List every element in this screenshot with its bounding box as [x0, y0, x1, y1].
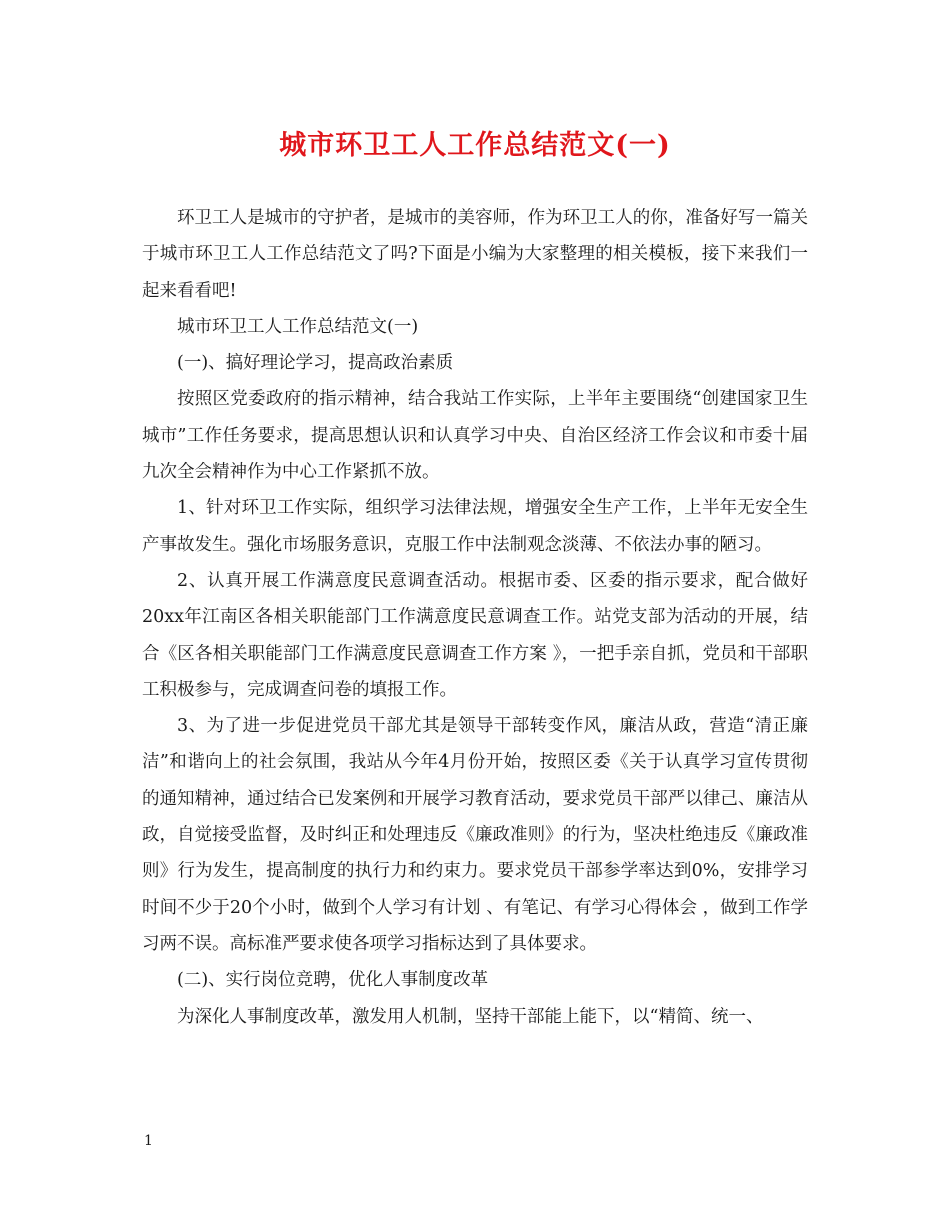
subsection-heading: (一)、搞好理论学习，提高政治素质 [177, 353, 454, 374]
body-paragraph: 按照区党委政府的指示精神，结合我站工作实际，上半年主要围绕“创建国家卫生城市”工作任务要求，提高思想认识和认真学习中央、自治区经济工作会议和市委十届九次全会精神作为中心工作紧抓不放。 [142, 389, 808, 483]
intro-paragraph: 环卫工人是城市的守护者，是城市的美容师，作为环卫工人的你，准备好写一篇关于城市环卫工人工作总结范文了吗?下面是小编为大家整理的相关模板，接下来我们一起来看看吧! [142, 208, 808, 301]
document-body [142, 200, 808, 1035]
body-paragraph: 为深化人事制度改革，激发用人机制，坚持干部能上能下，以“精简、统一、 [177, 1006, 764, 1027]
subsection-heading: (二)、实行岗位竞聘，优化人事制度改革 [177, 970, 489, 991]
body-paragraph: 2、认真开展工作满意度民意调查活动。根据市委、区委的指示要求，配合做好20xx年江南区各相关职能部门工作满意度民意调查工作。站党支部为活动的开展，结合《区各相关职能部门工作满意度民意调查工作方案 》，一把手亲自抓，党员和干部职工积极参与，完成调查问卷的填报工作。 [142, 570, 808, 700]
page-number: 1 [144, 1133, 153, 1149]
body-paragraph: 1、针对环卫工作实际，组织学习法律法规，增强安全生产工作，上半年无安全生产事故发生。强化市场服务意识，克服工作中法制观念淡薄、不依法办事的陋习。 [142, 498, 808, 555]
section-heading: 城市环卫工人工作总结范文(一) [177, 316, 419, 337]
body-paragraph: 3、为了进一步促进党员干部尤其是领导干部转变作风，廉洁从政，营造“清正廉洁”和谐向上的社会氛围，我站从今年4月份开始，按照区委《关于认真学习宣传贯彻的通知精神，通过结合已发案例和开展学习教育活动，要求党员干部严以律己、廉洁从政，自觉接受监督，及时纠正和处理违反《廉政准则》的行为，坚决杜绝违反《廉政准则》行为发生，提高制度的执行力和约束力。要求党员干部参学率达到0%，安排学习时间不少于20个小时，做到个人学习有计划 、有笔记、有学习心得体会 ，做到工作学习两不误。高标准严要求使各项学习指标达到了具体要求。 [142, 716, 808, 954]
document-title: 城市环卫工人工作总结范文(一) [279, 130, 671, 161]
